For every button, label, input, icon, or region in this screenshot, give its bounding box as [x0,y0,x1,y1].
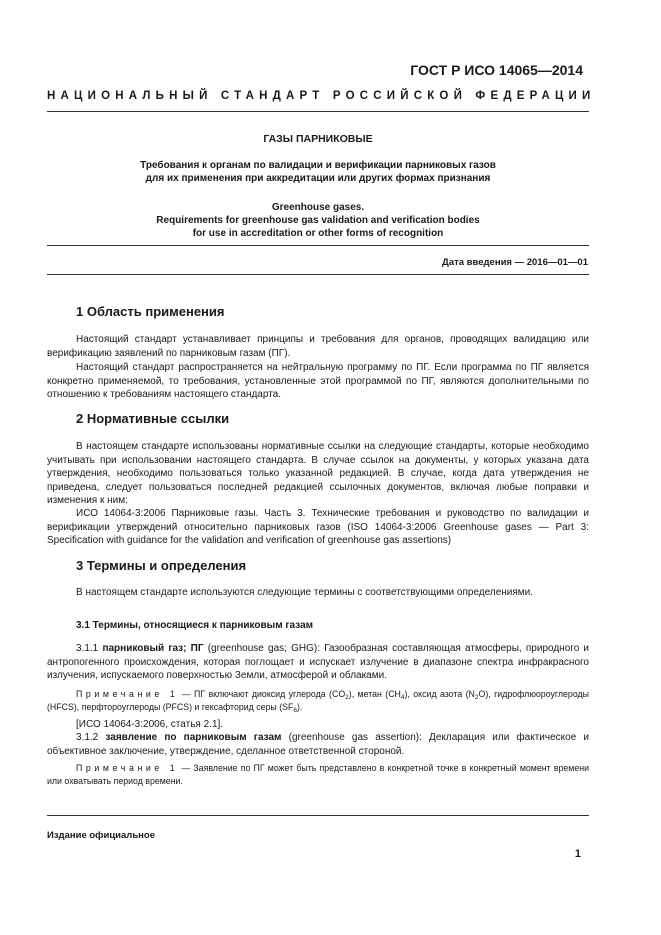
term-3-1-2-number: 3.1.2 [76,732,99,743]
subtitle-ru-line1: Требования к органам по валидации и верификации парниковых газов [140,160,496,171]
standard-subtitle-ru [47,159,589,185]
footer-rule [47,815,589,816]
term-3-1-1-name: парниковый газ; ПГ [102,643,204,654]
document-code: ГОСТ Р ИСО 14065—2014 [410,62,583,78]
section-1-p2-text: Настоящий стандарт распространяется на нейтральную программу по ПГ. Если программа по ПГ является конкретно применяемой, то требования, установленные этой программой по ПГ, являются дополнительными по отношению к требованиям настоящего стандарта. [47,362,589,400]
note-3-1-1-text-c: ), оксид азота (N [404,689,475,699]
standard-title: ГАЗЫ ПАРНИКОВЫЕ [263,133,373,145]
subsection-3-1-heading: 3.1 Термины, относящиеся к парниковым газам [76,620,314,631]
standard-title-en [47,201,589,240]
section-1-heading: 1 Область применения [76,304,225,319]
section-3-heading: 3 Термины и определения [76,558,247,573]
note-3-1-1-text-a: — ПГ включают диоксид углерода (CO [178,689,346,699]
section-1-paragraph-1 [47,333,589,360]
section-3-p1-text: В настоящем стандарте используются следующие термины с соответствующими определениями. [76,587,534,598]
subscript-co2: 2 [345,694,349,701]
title-en-line1: Greenhouse gases. [271,202,365,213]
section-2-paragraph-1 [47,440,589,508]
section-2-p2-text: ИСО 14064-3:2006 Парниковые газы. Часть 3. Технические требования и руководство по валидации и верификации утверждений относительно парниковых газов (ISO 14064-3:2006 Greenhouse gases — Part 3: Specification with guidance for the validation and verification of greenhouse gas assertions) [47,508,589,546]
section-1-p1-text: Настоящий стандарт устанавливает принципы и требования для органов, проводящих валидацию или верификацию заявлений по парниковым газам (ПГ). [47,334,589,359]
subscript-n2o: 2 [474,694,479,701]
note-3-1-1 [47,688,589,713]
section-1-paragraph-2 [47,361,589,402]
section-3-paragraph-1 [47,586,589,600]
reference-text: [ИСО 14064-3:2006, статья 2.1]. [76,719,224,730]
note-3-1-2 [47,762,589,787]
term-3-1-1-definition: (greenhouse gas; GHG): Газообразная составляющая атмосферы, природного и антропогенного происхождения, которая поглощает и испускает излучение в диапазоне спектра инфракрасного излучения, испускаемого поверхностью Земли, атмосферой и облаками. [47,643,590,681]
term-3-1-2-definition: (greenhouse gas assertion): Декларация или фактическое и объективное заключение, утверждение, сделанное ответственной стороной. [47,732,590,757]
section-2-paragraph-2 [47,507,589,548]
note-3-1-2-label: Примечание 1 [76,763,179,773]
subscript-sf6: 6 [293,706,297,714]
note-3-1-1-label: Примечание 1 [76,689,179,699]
official-edition-label: Издание официальное [47,830,155,841]
note-3-1-1-text-b: ), метан (CH [348,689,401,699]
title-rule [47,245,589,246]
note-3-1-1-text-e: ). [297,701,303,712]
section-2-p1-text: В настоящем стандарте использованы нормативные ссылки на следующие стандарты, которые необходимо учитывать при использовании настоящего стандарта. В случае ссылок на документы, у которых указана дата утверждения, необходимо пользоваться только указанной редакцией. В случае, когда дата утверждения не приведена, следует пользоваться последней редакцией ссылочных документов, включая любые поправки и изменения к ним: [47,441,589,506]
section-2-heading: 2 Нормативные ссылки [76,411,230,426]
term-3-1-1 [47,642,589,683]
page-number: 1 [574,848,581,860]
introduction-date: Дата введения — 2016—01—01 [442,257,588,268]
term-3-1-2-name: заявление по парниковым газам [105,732,282,743]
term-3-1-2 [47,731,589,758]
term-3-1-1-number: 3.1.1 [76,643,99,654]
subtitle-ru-line2: для их применения при аккредитации или других формах признания [145,173,491,184]
title-en-line2: Requirements for greenhouse gas validation and verification bodies [156,215,480,226]
subscript-ch4: 4 [400,694,405,701]
note-3-1-2-text: — Заявление по ПГ может быть представлено в конкретной точке в конкретный момент времени или охватывать период времени. [47,763,589,786]
term-3-1-1-reference [47,718,589,732]
note-3-1-1-text-d: O), гидрофлюороуглероды (HFCS), перфтороуглероды (PFCS) и гексафторид серы (SF [47,689,589,712]
title-en-line3: for use in accreditation or other forms of recognition [192,228,444,239]
header-rule [47,111,589,112]
intro-rule [47,274,589,275]
national-standard-banner: НАЦИОНАЛЬНЫЙ СТАНДАРТ РОССИЙСКОЙ ФЕДЕРАЦИИ [47,90,596,102]
